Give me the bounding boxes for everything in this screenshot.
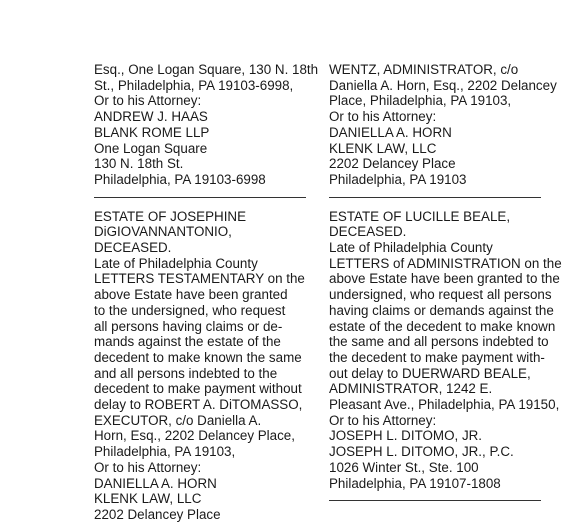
notice-line: One Logan Square bbox=[94, 140, 208, 156]
notice-line: JOSEPH L. DITOMO, JR. bbox=[329, 428, 483, 444]
section-divider bbox=[329, 500, 541, 501]
notice-line: KLENK LAW, LLC bbox=[329, 140, 437, 156]
notice-line: the same and all persons indebted to bbox=[329, 334, 549, 350]
section-divider bbox=[329, 197, 541, 198]
notice-line: above Estate have been granted to the bbox=[329, 271, 560, 287]
notice-line: Late of Philadelphia County bbox=[94, 255, 258, 271]
notice-line: Or to his Attorney: bbox=[329, 412, 437, 428]
notice-line: DANIELLA A. HORN bbox=[94, 475, 217, 491]
estate-notice-digiovannantonio bbox=[94, 209, 306, 523]
right-top-notice bbox=[329, 62, 557, 188]
notice-line: Philadelphia, PA 19103, bbox=[94, 444, 236, 460]
left-column bbox=[94, 62, 319, 523]
notice-line: ESTATE OF LUCILLE BEALE, bbox=[329, 208, 511, 224]
notice-line: all persons having claims or de- bbox=[94, 318, 283, 334]
notice-line: LETTERS of ADMINISTRATION on the bbox=[329, 255, 562, 271]
notice-line: mands against the estate of the bbox=[94, 334, 281, 350]
notice-line: to the undersigned, who request bbox=[94, 302, 286, 318]
notice-line: Or to his Attorney: bbox=[94, 93, 202, 109]
notice-line: estate of the decedent to make known bbox=[329, 318, 556, 334]
notice-line: Or to his Attorney: bbox=[94, 459, 202, 475]
notice-line: Daniella A. Horn, Esq., 2202 Delancey bbox=[329, 77, 557, 93]
notice-line: Pleasant Ave., Philadelphia, PA 19150, bbox=[329, 397, 560, 413]
notice-line: ADMINISTRATOR, 1242 E. bbox=[329, 381, 493, 397]
notice-line: Or to his Attorney: bbox=[329, 109, 437, 125]
notice-line: 2202 Delancey Place bbox=[94, 506, 221, 522]
notice-line: LETTERS TESTAMENTARY on the bbox=[94, 271, 305, 287]
notice-line: ESTATE OF JOSEPHINE bbox=[94, 208, 247, 224]
notice-line: decedent to make known the same bbox=[94, 349, 302, 365]
notice-line: 2202 Delancey Place bbox=[329, 156, 456, 172]
notice-line: the decedent to make payment with- bbox=[329, 349, 545, 365]
notice-line: Horn, Esq., 2202 Delancey Place, bbox=[94, 428, 295, 444]
notice-line: Late of Philadelphia County bbox=[329, 240, 493, 256]
left-top-notice bbox=[94, 62, 319, 188]
notice-line: delay to ROBERT A. DiTOMASSO, bbox=[94, 397, 303, 413]
notice-line: KLENK LAW, LLC bbox=[94, 491, 202, 507]
notice-line: DECEASED. bbox=[94, 240, 172, 256]
notice-line: Philadelphia, PA 19103 bbox=[329, 171, 467, 187]
notice-line: decedent to make payment without bbox=[94, 381, 302, 397]
notice-line: and all persons indebted to the bbox=[94, 365, 278, 381]
notice-line: JOSEPH L. DITOMO, JR., P.C. bbox=[329, 444, 514, 460]
notice-line: ANDREW J. HAAS bbox=[94, 109, 208, 125]
notice-line: 1026 Winter St., Ste. 100 bbox=[329, 459, 479, 475]
estate-notice-beale bbox=[329, 208, 562, 492]
notice-line: DiGIOVANNANTONIO, bbox=[94, 224, 232, 240]
notice-line: WENTZ, ADMINISTRATOR, c/o bbox=[329, 62, 519, 77]
notice-line: Philadelphia, PA 19103-6998 bbox=[94, 171, 266, 187]
notice-line: 130 N. 18th St. bbox=[94, 156, 184, 172]
notice-line: undersigned, who request all persons bbox=[329, 287, 552, 303]
notice-line: Place, Philadelphia, PA 19103, bbox=[329, 93, 512, 109]
notice-line: DANIELLA A. HORN bbox=[329, 124, 452, 140]
notice-line: above Estate have been granted bbox=[94, 287, 288, 303]
notice-line: having claims or demands against the bbox=[329, 302, 554, 318]
notice-line: Philadelphia, PA 19107-1808 bbox=[329, 475, 501, 491]
notice-line: BLANK ROME LLP bbox=[94, 124, 210, 140]
notice-line: St., Philadelphia, PA 19103-6998, bbox=[94, 77, 294, 93]
right-column bbox=[329, 62, 562, 512]
notice-line: Esq., One Logan Square, 130 N. 18th bbox=[94, 62, 319, 77]
notice-line: DECEASED. bbox=[329, 224, 407, 240]
notice-line: EXECUTOR, c/o Daniella A. bbox=[94, 412, 262, 428]
notice-line: out delay to DUERWARD BEALE, bbox=[329, 365, 531, 381]
section-divider bbox=[94, 197, 306, 198]
